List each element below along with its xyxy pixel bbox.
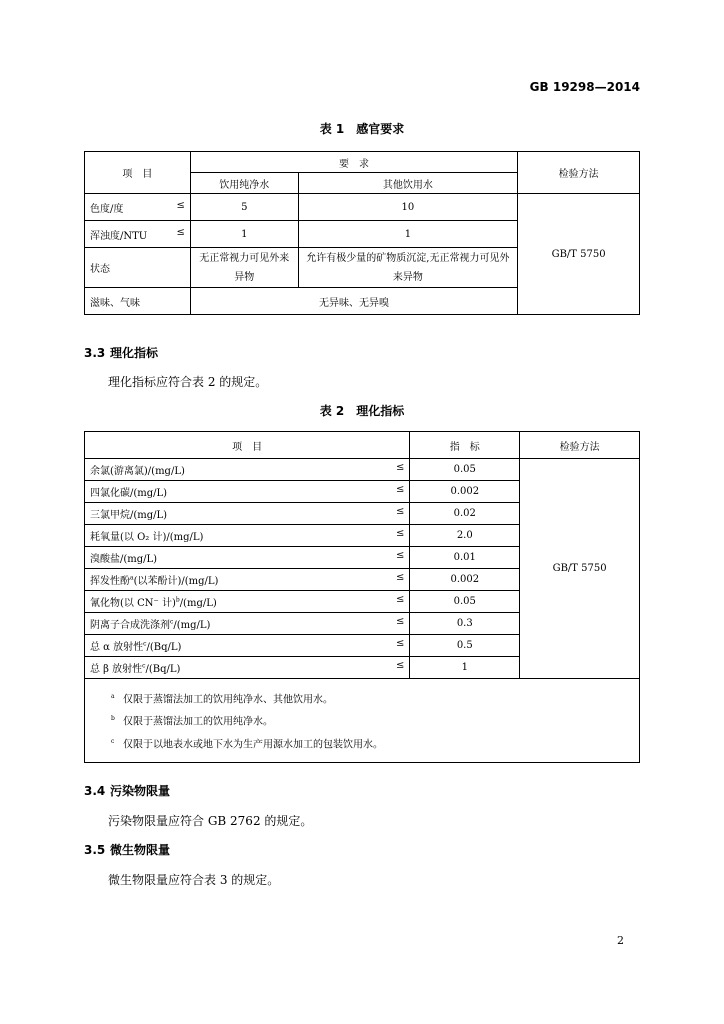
table-row — [85, 459, 640, 481]
t2-cell-value: 0.05 — [410, 459, 520, 481]
t2-method: GB/T 5750 — [520, 459, 640, 679]
t2-cell-value: 0.05 — [410, 591, 520, 613]
t2-cell-value: 1 — [410, 657, 520, 679]
table2-caption: 表 2 理化指标 — [319, 404, 405, 418]
t2-row-name: 总 α 放射性$^c$/(Bq/L) ≤ — [85, 635, 410, 657]
t1-header-requirement: 要 求 — [190, 152, 517, 173]
t2-cell-value: 0.5 — [410, 635, 520, 657]
t1-header-method: 检验方法 — [518, 152, 640, 194]
t1-cell-pure: 5 — [190, 194, 298, 221]
t2-header-item: 项 目 — [85, 432, 410, 459]
footnote-c: $^c$ 仅限于以地表水或地下水为生产用源水加工的包装饮用水。 — [111, 737, 383, 750]
t2-cell-value: 0.02 — [410, 503, 520, 525]
t2-row-name: 总 β 放射性$^c$/(Bq/L) ≤ — [85, 657, 410, 679]
table1-caption: 表 1 感官要求 — [319, 122, 405, 136]
document-code: GB 19298—2014 — [529, 80, 640, 94]
table-footnotes — [85, 679, 640, 763]
t1-row-name: 色度/度 ≤ — [85, 194, 191, 221]
section-3-3-text: 理化指标应符合表 2 的规定。 — [108, 375, 268, 389]
section-3-4-heading: 3.4 污染物限量 — [84, 784, 171, 798]
t1-cell-taste: 无异味、无异嗅 — [190, 288, 517, 315]
t1-cell-other: 允许有极少量的矿物质沉淀,无正常视力可见外来异物 — [298, 248, 518, 288]
table1-sensory-requirements — [84, 151, 640, 315]
t2-cell-value: 0.3 — [410, 613, 520, 635]
t1-row-name: 状态 — [85, 248, 191, 288]
section-3-5-heading: 3.5 微生物限量 — [84, 843, 171, 857]
section-3-4-text: 污染物限量应符合 GB 2762 的规定。 — [108, 814, 313, 828]
table-row — [85, 194, 640, 221]
t2-cell-value: 0.01 — [410, 547, 520, 569]
t2-row-name: 余氯(游离氯)/(mg/L) ≤ — [85, 459, 410, 481]
t2-row-name: 阴离子合成洗涤剂$^c$/(mg/L) ≤ — [85, 613, 410, 635]
t1-cell-other: 10 — [298, 194, 518, 221]
section-3-3-heading: 3.3 理化指标 — [84, 346, 159, 360]
t2-row-name: 挥发性酚$^a$(以苯酚计)/(mg/L) ≤ — [85, 569, 410, 591]
table2-physicochemical — [84, 431, 640, 763]
page-number: 2 — [617, 934, 624, 947]
t1-cell-other: 1 — [298, 221, 518, 248]
t2-row-name: 三氯甲烷/(mg/L) ≤ — [85, 503, 410, 525]
t1-cell-pure: 无正常视力可见外来异物 — [190, 248, 298, 288]
t2-cell-value: 2.0 — [410, 525, 520, 547]
t2-row-name: 耗氧量(以 O₂ 计)/(mg/L) ≤ — [85, 525, 410, 547]
t1-method: GB/T 5750 — [518, 194, 640, 315]
t1-row-name: 浑浊度/NTU ≤ — [85, 221, 191, 248]
t2-row-name: 四氯化碳/(mg/L) ≤ — [85, 481, 410, 503]
t2-row-name: 氰化物(以 CN⁻ 计)$^b$/(mg/L) ≤ — [85, 591, 410, 613]
t1-header-other-water: 其他饮用水 — [298, 173, 518, 194]
t2-header-method: 检验方法 — [520, 432, 640, 459]
t1-row-name: 滋味、气味 — [85, 288, 191, 315]
t2-header-value: 指 标 — [410, 432, 520, 459]
t1-header-pure-water: 饮用纯净水 — [190, 173, 298, 194]
t2-cell-value: 0.002 — [410, 481, 520, 503]
t1-header-item: 项 目 — [85, 152, 191, 194]
section-3-5-text: 微生物限量应符合表 3 的规定。 — [108, 873, 280, 887]
t2-cell-value: 0.002 — [410, 569, 520, 591]
footnote-b: $^b$ 仅限于蒸馏法加工的饮用纯净水。 — [111, 715, 273, 728]
t1-cell-pure: 1 — [190, 221, 298, 248]
t2-row-name: 溴酸盐/(mg/L) ≤ — [85, 547, 410, 569]
footnote-a: $^a$ 仅限于蒸馏法加工的饮用纯净水、其他饮用水。 — [111, 693, 333, 706]
